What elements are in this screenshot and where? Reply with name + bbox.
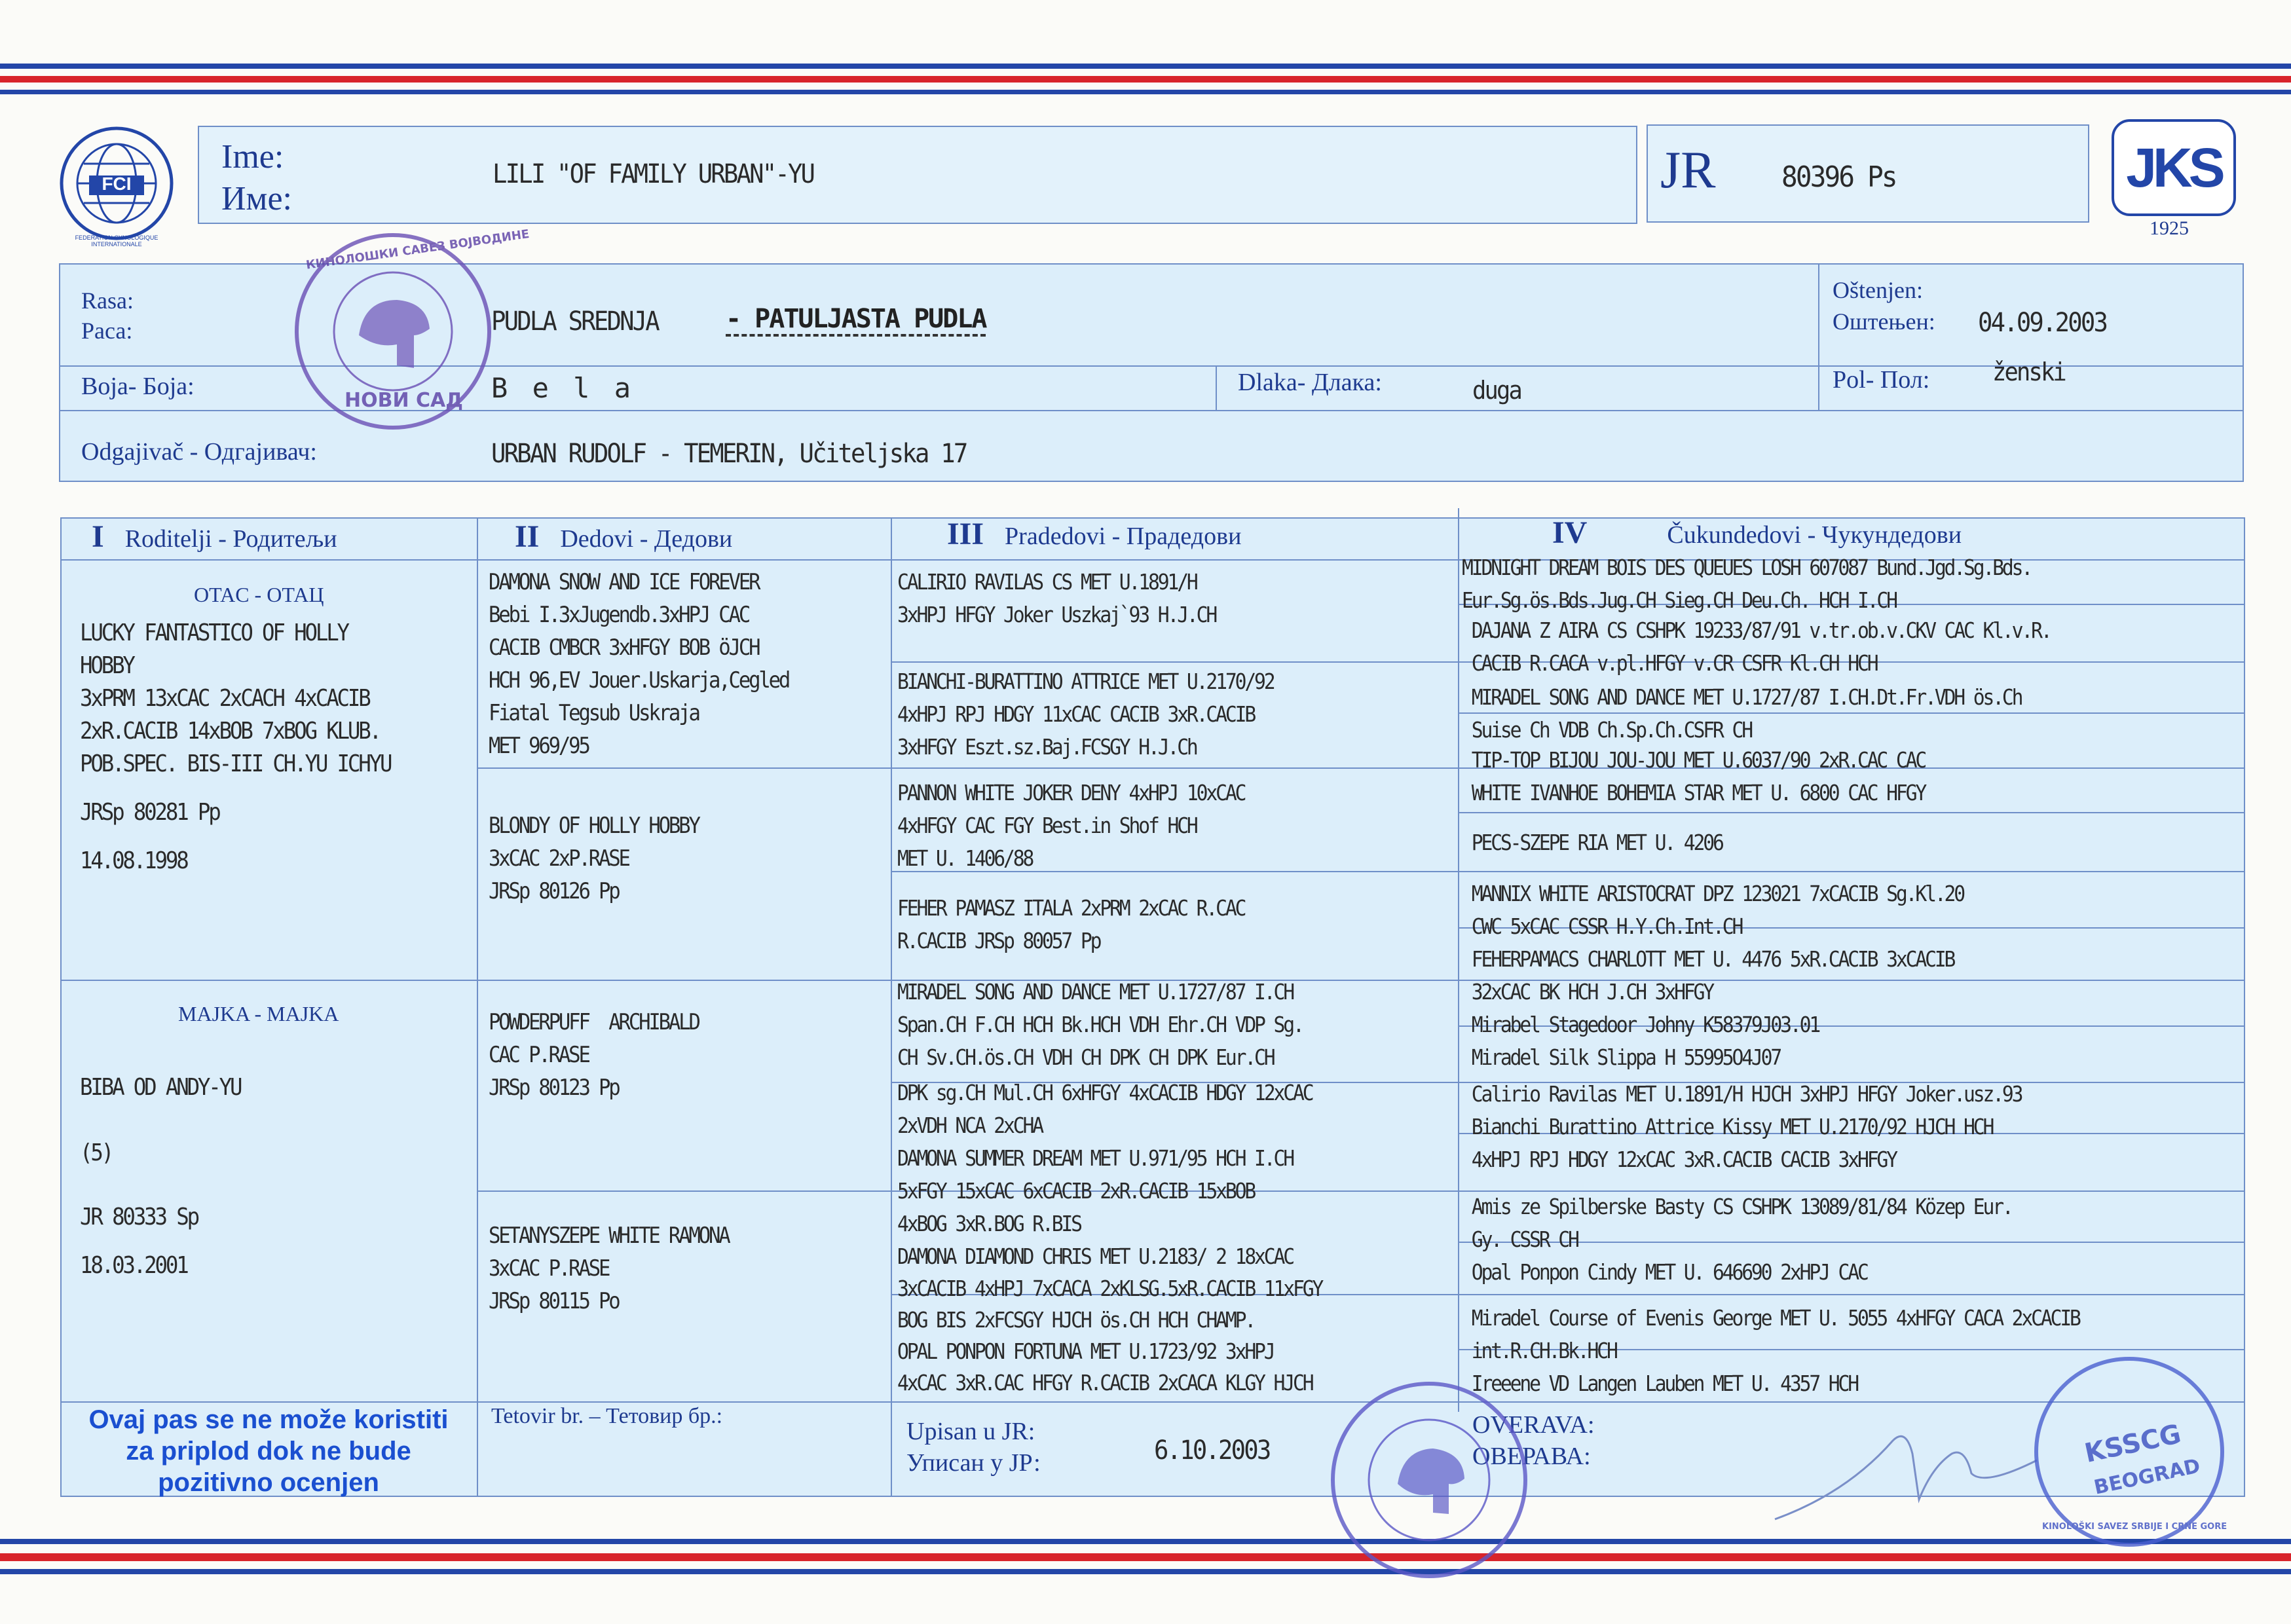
- bottom-red-stripe: [0, 1553, 2291, 1561]
- grandparent-2: BLONDY OF HOLLY HOBBY 3xCAC 2xP.RASE JRSp 80126 Pp: [489, 813, 699, 904]
- jks-year: 1925: [2150, 217, 2189, 239]
- signature: [1768, 1414, 2043, 1532]
- rasa-value-bold: - PATULJASTA PUDLA: [726, 304, 986, 337]
- mother-date: 18.03.2001: [80, 1252, 187, 1279]
- pol-label: Pol- Пол:: [1833, 366, 1930, 394]
- rasa-label-cyr: Раса:: [81, 318, 133, 344]
- tetovir-label: Tetovir br. – Тетовир бр.:: [491, 1404, 723, 1428]
- header-col-1-roman: I: [92, 519, 104, 554]
- upisan-label-lat: Upisan u JR:: [906, 1418, 1035, 1445]
- jks-logo-text: JKS: [2126, 137, 2222, 198]
- overava-label-lat: OVERAVA:: [1472, 1411, 1595, 1439]
- top-blue-stripe: [0, 64, 2291, 69]
- jr-label: JR: [1660, 141, 1716, 199]
- bottom-blue-stripe-2: [0, 1569, 2291, 1574]
- bottom-stamp-left: [1331, 1382, 1527, 1578]
- great-great-grandparent-8: Calirio Ravilas MET U.1891/H HJCH 3xHPJ HFGY Joker.usz.93 Bianchi Burattino Attrice Kissy MET U.2170/92 HJCH HCH 4xHPJ RPJ HDGY 12xCAC 3xR.CACIB CACIB 3xHFGY: [1471, 1081, 2022, 1172]
- jr-number: 80396 Ps: [1781, 160, 1896, 194]
- ksscg-stamp-ring: KINOLOŠKI SAVEZ SRBIJE I CRNE GORE: [2042, 1522, 2227, 1532]
- dog-name-value: LILI "OF FAMILY URBAN"-YU: [493, 159, 814, 189]
- ksscg-stamp-city: BEOGRAD: [2092, 1454, 2203, 1500]
- grandparent-1: DAMONA SNOW AND ICE FOREVER Bebi I.3xJugendb.3xHPJ CAC CACIB CMBCR 3xHFGY BOB öJCH HCH 96,EV Jouer.Uskarja,Cegled Fiatal Tegsub Uskraja MET 969/95: [489, 569, 789, 759]
- ostenjen-label-cyr: Оштењен:: [1833, 308, 1935, 335]
- name-label-cyr: Име:: [221, 180, 292, 217]
- great-great-grandparent-10: Miradel Course of Evenis George MET U. 5055 4xHFGY CACA 2xCACIB int.R.CH.Bk.HCH Ireeene VD Langen Lauben MET U. 4357 HCH: [1471, 1305, 2079, 1396]
- mother-name: BIBA OD ANDY-YU: [80, 1074, 241, 1101]
- novi-sad-stamp-ring: КИНОЛОШКИ САВЕЗ ВОЈВОДИНЕ: [305, 227, 531, 272]
- great-great-grandparent-2: DAJANA Z AIRA CS CSHPK 19233/87/91 v.tr.ob.v.CKV CAC Kl.v.R. CACIB R.CACA v.pl.HFGY v.CR CSFR Kl.CH HCH: [1471, 618, 2051, 676]
- dlaka-label: Dlaka- Длака:: [1238, 369, 1382, 396]
- mother-reg: JR 80333 Sp: [80, 1204, 198, 1230]
- boja-label: Boja- Боја:: [81, 373, 195, 400]
- top-blue-stripe-2: [0, 90, 2291, 94]
- fci-ring-text: FEDERATION CYNOLOGIQUE INTERNATIONALE: [75, 234, 158, 248]
- odgajivac-label: Odgajivač - Одгајивач:: [81, 438, 317, 466]
- header-col-2: [515, 519, 732, 555]
- mother-title: MAJKA - MAJKA: [178, 1002, 339, 1025]
- great-grandparent-5: MIRADEL SONG AND DANCE MET U.1727/87 I.CH Span.CH F.CH HCH Bk.HCH VDH Ehr.CH VDP Sg. CH Sv.CH.ös.CH VDH CH DPK CH DPK Eur.CH: [897, 979, 1303, 1070]
- top-red-stripe: [0, 76, 2291, 83]
- breeding-notice: Ovaj pas se ne može koristiti za priplod dok ne bude pozitivno ocenjen: [88, 1405, 449, 1497]
- header-col-1-text: Roditelji - Родитељи: [124, 525, 337, 553]
- dlaka-value: duga: [1472, 376, 1521, 405]
- great-great-grandparent-7: 32xCAC BK HCH J.CH 3xHFGY Mirabel Stagedoor Johny K58379J03.01 Miradel Silk Slippa H 55995O4J07: [1471, 979, 1819, 1070]
- great-grandparent-4: FEHER PAMASZ ITALA 2xPRM 2xCAC R.CAC R.CACIB JRSp 80057 Pp: [897, 895, 1245, 953]
- grandparent-3: POWDERPUFF ARCHIBALD CAC P.RASE JRSp 80123 Pp: [489, 1009, 699, 1101]
- header-col-4-roman: IV: [1552, 515, 1588, 550]
- name-label-lat: Ime:: [221, 138, 284, 175]
- name-box: [198, 126, 1637, 224]
- boja-value: B e l a: [491, 372, 635, 404]
- great-grandparent-6: DPK sg.CH Mul.CH 6xHFGY 4xCACIB HDGY 12xCAC 2xVDH NCA 2xCHA DAMONA SUMMER DREAM MET U.971/95 HCH I.CH: [897, 1080, 1313, 1171]
- upisan-label-cyr: Уписан у ЈР:: [906, 1449, 1041, 1477]
- header-col-2-text: Dedovi - Дедови: [560, 525, 733, 553]
- great-grandparent-3: PANNON WHITE JOKER DENY 4xHPJ 10xCAC 4xHFGY CAC FGY Best.in Shof HCH MET U. 1406/88: [897, 780, 1245, 871]
- great-grandparent-7: 5xFGY 15xCAC 6xCACIB 2xR.CACIB 15xBOB 4xBOG 3xR.BOG R.BIS DAMONA DIAMOND CHRIS MET U.2183/ 2 18xCAC: [897, 1178, 1293, 1269]
- great-great-grandparent-9: Amis ze Spilberske Basty CS CSHPK 13089/81/84 Közep Eur. Gy. CSSR CH Opal Ponpon Cindy MET U. 646690 2xHPJ CAC: [1471, 1194, 2012, 1285]
- father-reg: JRSp 80281 Pp: [80, 799, 219, 826]
- father-name: LUCKY FANTASTICO OF HOLLY HOBBY 3xPRM 13xCAC 2xCACH 4xCACIB 2xR.CACIB 14xBOB 7xBOG KLUB. POB.SPEC. BIS-III CH.YU ICHYU: [80, 619, 391, 777]
- ostenjen-label-lat: Oštenjen:: [1833, 277, 1923, 303]
- novi-sad-stamp-city: НОВИ САД: [345, 389, 463, 412]
- header-col-3: [947, 516, 1241, 552]
- header-col-3-roman: III: [947, 517, 984, 551]
- header-col-3-text: Pradedovi - Прадедови: [1005, 523, 1242, 550]
- great-great-grandparent-5: PECS-SZEPE RIA MET U. 4206: [1462, 830, 1723, 855]
- ksscg-stamp-abbrev: KSSCG: [2081, 1419, 2184, 1469]
- header-col-4-text: Čukundedovi - Чукундедови: [1667, 521, 1962, 549]
- header-col-1: [92, 519, 337, 555]
- header-col-4: [1552, 515, 1962, 551]
- fci-logo-text: FCI: [102, 174, 132, 194]
- father-date: 14.08.1998: [80, 847, 187, 874]
- fci-logo: [58, 124, 176, 248]
- bottom-blue-stripe: [0, 1539, 2291, 1544]
- mother-number: (5): [80, 1139, 113, 1166]
- father-title: OTAC - ОТАЦ: [194, 583, 324, 606]
- pol-value: ženski: [1992, 358, 2065, 386]
- ksscg-stamp: [2034, 1357, 2227, 1547]
- ostenjen-value: 04.09.2003: [1978, 308, 2107, 338]
- header-col-2-roman: II: [515, 519, 540, 554]
- great-great-grandparent-1: MIDNIGHT DREAM BOIS DES QUEUES LOSH 607087 Bund.Jgd.Sg.Bds. Eur.Sg.ös.Bds.Jug.CH Sieg.CH Deu.Ch. HCH I.CH: [1462, 555, 2032, 613]
- overava-label-cyr: ОВЕРАВА:: [1472, 1443, 1591, 1470]
- jks-logo: [2112, 119, 2236, 216]
- great-grandparent-8: 3xCACIB 4xHPJ 7xCACA 2xKLSG.5xR.CACIB 11xFGY BOG BIS 2xFCSGY HJCH ös.CH HCH CHAMP. OPAL PONPON FORTUNA MET U.1723/92 3xHPJ 4xCAC 3xR.CAC HFGY R.CACIB 2xCACA KLGY HJCH: [897, 1276, 1322, 1395]
- great-grandparent-2: BIANCHI-BURATTINO ATTRICE MET U.2170/92 4xHPJ RPJ HDGY 11xCAC CACIB 3xR.CACIB 3xHFGY Eszt.sz.Baj.FCSGY H.J.Ch: [897, 669, 1274, 760]
- upisan-value: 6.10.2003: [1154, 1435, 1270, 1466]
- great-grandparent-1: CALIRIO RAVILAS CS MET U.1891/H 3xHPJ HFGY Joker Uszkaj`93 H.J.CH: [897, 569, 1216, 627]
- rasa-value: PUDLA SREDNJA: [491, 306, 658, 337]
- great-great-grandparent-3: MIRADEL SONG AND DANCE MET U.1727/87 I.CH.Dt.Fr.VDH ös.Ch Suise Ch VDB Ch.Sp.Ch.CSFR CH: [1471, 684, 2022, 743]
- odgajivac-value: URBAN RUDOLF - TEMERIN, Učiteljska 17: [491, 439, 967, 469]
- great-great-grandparent-4: TIP-TOP BIJOU JOU-JOU MET U.6037/90 2xR.CAC CAC WHITE IVANHOE BOHEMIA STAR MET U. 6800 CAC HFGY: [1471, 747, 1926, 805]
- great-great-grandparent-6: MANNIX WHITE ARISTOCRAT DPZ 123021 7xCACIB Sg.Kl.20 CWC 5xCAC CSSR H.Y.Ch.Int.CH FEHERPAMACS CHARLOTT MET U. 4476 5xR.CACIB 3xCACIB: [1471, 881, 1964, 972]
- grandparent-4: SETANYSZEPE WHITE RAMONA 3xCAC P.RASE JRSp 80115 Po: [489, 1223, 729, 1314]
- rasa-label-lat: Rasa:: [81, 287, 134, 314]
- novi-sad-stamp: [295, 227, 531, 430]
